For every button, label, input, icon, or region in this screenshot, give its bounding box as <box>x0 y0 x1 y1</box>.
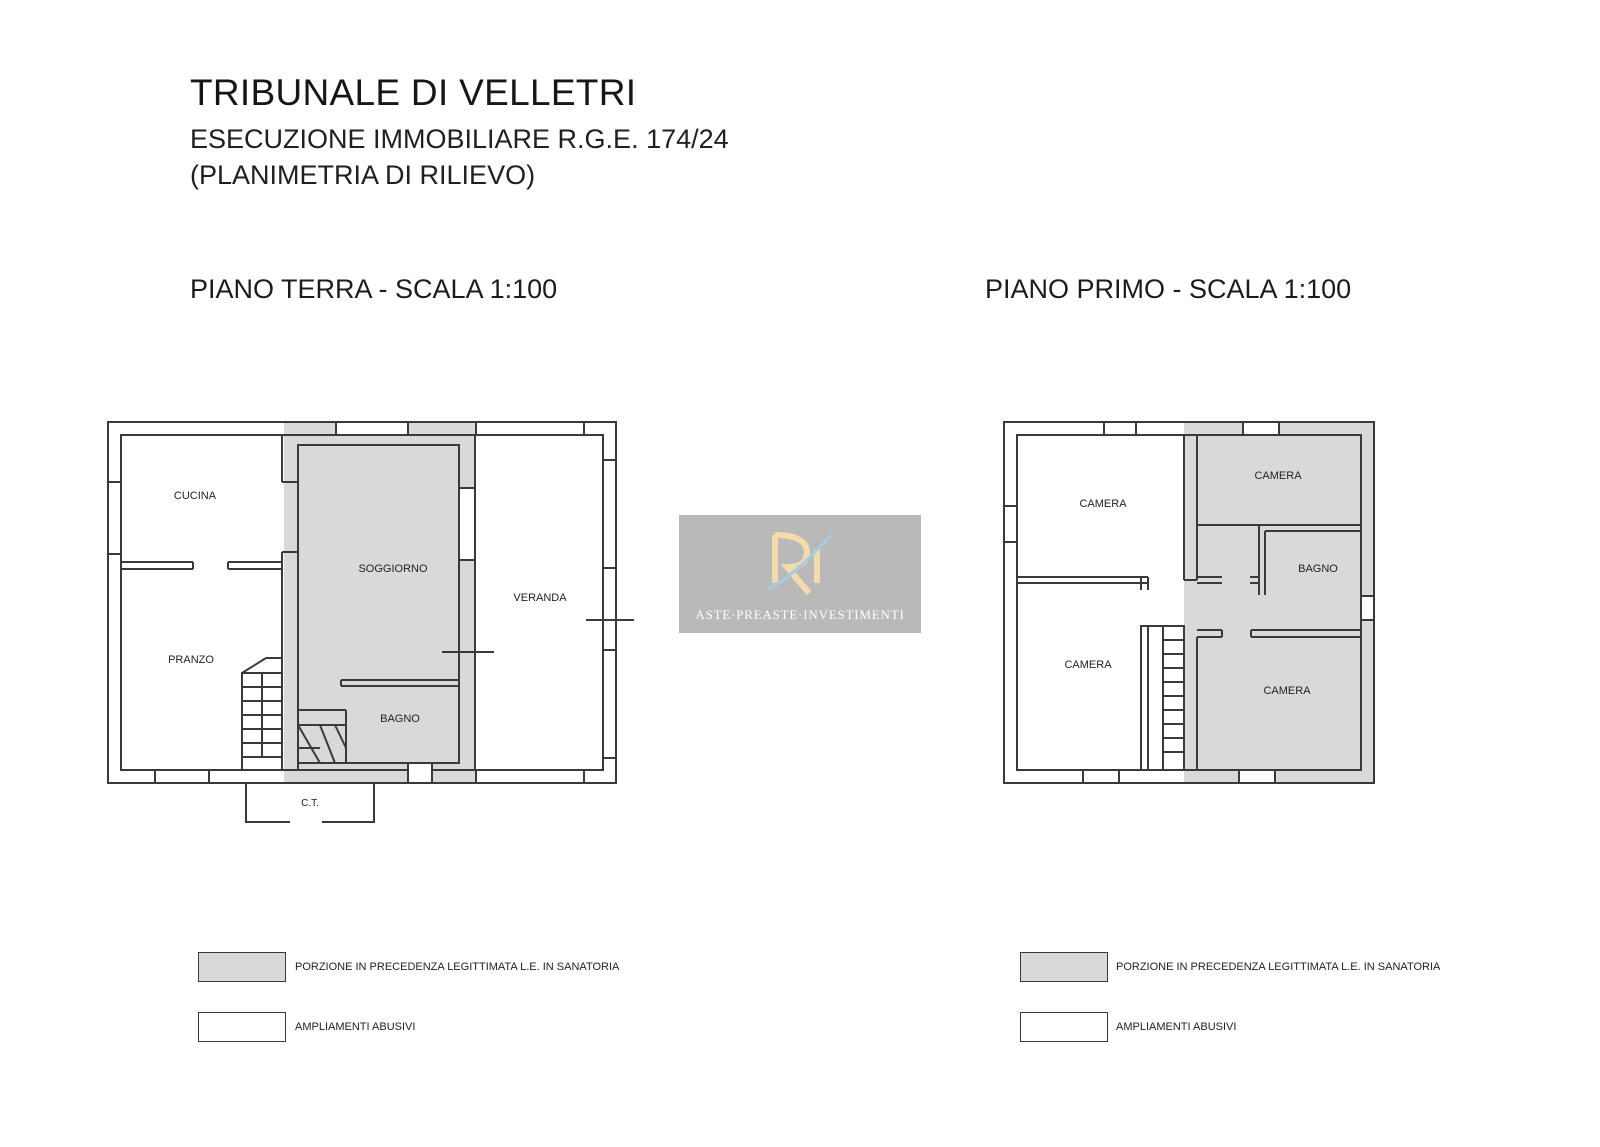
room-label-cucina: CUCINA <box>173 490 217 502</box>
ground-legit-area <box>284 422 475 783</box>
legend-swatch-abusive-ground <box>198 1012 286 1042</box>
room-label-camera-ne: CAMERA <box>1254 470 1302 482</box>
legend-swatch-legit-ground <box>198 952 286 982</box>
room-label-bagno-first: BAGNO <box>1298 563 1338 575</box>
legend-label-legit-ground: PORZIONE IN PRECEDENZA LEGITTIMATA L.E. IN SANATORIA <box>295 961 620 973</box>
ct-outbuilding <box>246 783 290 822</box>
case-subtitle: ESECUZIONE IMMOBILIARE R.G.E. 174/24 <box>190 124 729 154</box>
watermark-logo-icon <box>765 527 835 599</box>
plan-type-subtitle: (PLANIMETRIA DI RILIEVO) <box>190 160 536 190</box>
legend-swatch-abusive-first <box>1020 1012 1108 1042</box>
ground-floor-title: PIANO TERRA - SCALA 1:100 <box>190 274 558 304</box>
room-label-ct: C.T. <box>301 798 319 809</box>
first-floor-title: PIANO PRIMO - SCALA 1:100 <box>985 274 1352 304</box>
watermark <box>679 515 921 633</box>
watermark-text: ASTE·PREASTE·INVESTIMENTI <box>695 607 905 622</box>
room-label-camera-nw: CAMERA <box>1079 498 1127 510</box>
first-floor-plan <box>1004 422 1374 783</box>
ground-floor-plan <box>108 422 634 822</box>
room-label-bagno-ground: BAGNO <box>380 713 420 725</box>
room-label-camera-se: CAMERA <box>1263 685 1311 697</box>
room-label-soggiorno: SOGGIORNO <box>358 563 428 575</box>
room-label-pranzo: PRANZO <box>168 654 214 666</box>
legend-swatch-legit-first <box>1020 952 1108 982</box>
legend-label-legit-first: PORZIONE IN PRECEDENZA LEGITTIMATA L.E. IN SANATORIA <box>1116 961 1441 973</box>
room-label-veranda: VERANDA <box>513 592 567 604</box>
legend-label-abusive-ground: AMPLIAMENTI ABUSIVI <box>295 1021 416 1033</box>
room-label-camera-sw: CAMERA <box>1064 659 1112 671</box>
legend-label-abusive-first: AMPLIAMENTI ABUSIVI <box>1116 1021 1237 1033</box>
page-title: TRIBUNALE DI VELLETRI <box>190 72 637 113</box>
